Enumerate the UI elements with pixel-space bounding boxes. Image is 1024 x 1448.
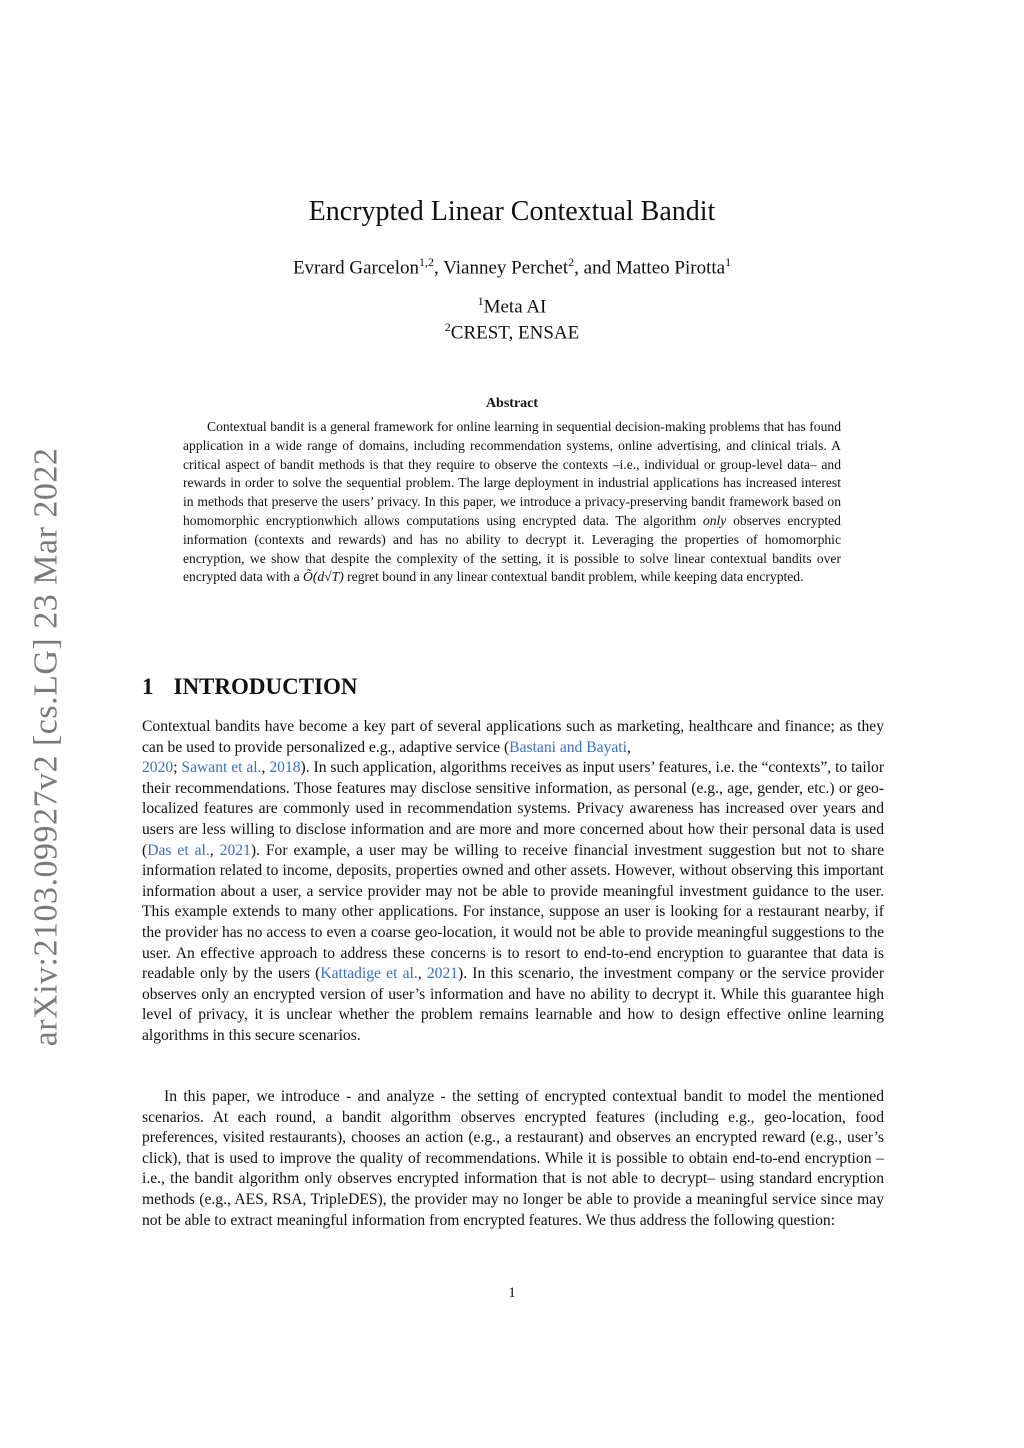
abstract-text: observes encrypted information (contexts and rewards) and has no ability to decrypt it. Leveraging the properties of homomorphic encryption, we show that despite the complexity of the setting, it is possible to solve linear contextual bandits over encrypted data with a xyxy=(183,512,841,585)
citation-link[interactable]: Sawant et al. xyxy=(181,759,262,777)
author-name: Matteo Pirotta xyxy=(615,257,726,279)
abstract-heading: Abstract xyxy=(485,396,539,411)
citation-link[interactable]: Kattadige et al. xyxy=(320,965,418,983)
author-affil-sup: 2 xyxy=(568,255,575,269)
author-list xyxy=(0,255,1024,279)
section-title: INTRODUCTION xyxy=(173,674,358,699)
regret-bound-math: Õ(d√T) xyxy=(303,569,344,585)
intro-paragraph-2: In this paper, we introduce - and analyze - the setting of encrypted contextual bandit to model the mentioned scenarios. At each round, a bandit algorithm observes encrypted features (including e.g., geo-location, food preferences, visited restaurants), chooses an action (e.g., a restaurant) and observes an encrypted reward (e.g., user’s click), that is used to improve the quality of recommendations. While it is possible to obtain end-to-end encryption –i.e., the bandit algorithm only observes encrypted information that is not able to decrypt– using standard encryption methods (e.g., AES, RSA, TripleDES), the provider may no longer be able to provide a meaningful service since may not be able to extract meaningful information from encrypted features. We thus address the following question: xyxy=(142,1088,884,1229)
paragraph-text: ; xyxy=(173,759,182,777)
author-name: Vianney Perchet xyxy=(443,257,569,279)
abstract-body xyxy=(183,418,841,587)
affiliation-line xyxy=(0,320,1024,344)
citation-year-link[interactable]: 2021 xyxy=(219,841,251,859)
arxiv-stamp-text: arXiv:2103.09927v2 [cs.LG] 23 Mar 2022 xyxy=(27,447,65,1047)
section-number: 1 xyxy=(142,674,154,699)
paper-title: Encrypted Linear Contextual Bandit xyxy=(308,196,716,227)
author-separator: , xyxy=(434,257,444,279)
affil-name: Meta AI xyxy=(483,296,547,318)
citation-year-link[interactable]: 2020 xyxy=(142,759,174,777)
paragraph-text: Contextual bandits have become a key part of several applications such as marketing, healthcare and finance; as they can be used to provide personalized e.g., adaptive service ( xyxy=(142,718,884,756)
paragraph-text: ). In such application, algorithms receives as input users’ features, i.e. the “contexts”, to tailor their recommendations. Those features may disclose sensitive information, as personal (e.g., age, gender, etc.) or geo-localized features are commonly used in recommendation systems. Privacy awareness has increased over years and users are less willing to disclose information and are more and more concerned about how their personal data is used ( xyxy=(142,759,885,859)
paragraph-text: ). In this scenario, the investment company or the service provider observes only an encrypted version of user’s information and have no ability to decrypt it. While this guarantee high level of privacy, it is unclear whether the problem remains learnable and how to design effective online learning algorithms in this secure scenarios. xyxy=(142,965,885,1044)
affil-sup: 1 xyxy=(477,294,484,308)
arxiv-stamp xyxy=(20,448,72,1046)
citation-link[interactable]: Das et al. xyxy=(147,841,210,859)
page-number: 1 xyxy=(508,1285,516,1301)
author-separator: , and xyxy=(574,257,616,279)
citation-year-link[interactable]: 2021 xyxy=(426,965,459,983)
paragraph-text: , xyxy=(417,965,427,983)
paragraph-text: , xyxy=(209,841,220,859)
paragraph-text: ). For example, a user may be willing to receive financial investment suggestion but not to share information related to income, deposits, properties owned and other assets. However, without observing this important information about a user, a service provider may not be able to provide meaningful investment guidance to the user. This example extends to many other applications. For instance, suppose an user is looking for a restaurant nearby, if the provider has no access to even a coarse geo-location, it would not be able to provide meaningful suggestions to the user. An effective approach to address these concerns is to resort to end-to-end encryption to guarantee that data is readable only by the users ( xyxy=(142,841,884,983)
author-affil-sup: 1,2 xyxy=(419,255,435,269)
abstract-text: regret bound in any linear contextual bandit problem, while keeping data encrypted. xyxy=(343,569,804,585)
paragraph-text: , xyxy=(261,759,270,777)
abstract-emphasis: only xyxy=(702,512,727,528)
affil-sup: 2 xyxy=(444,320,451,334)
abstract-text: Contextual bandit is a general framework for online learning in sequential decision-making problems that has found application in a wide range of domains, including recommendation systems, online advertising, and clinical trials. A critical aspect of bandit methods is that they require to observe the contexts –i.e., individual or group-level data– and rewards in order to solve the sequential problem. The large deployment in industrial applications has increased interest in methods that preserve the users’ privacy. In this paper, we introduce a privacy-preserving bandit framework based on homomorphic encryptionwhich allows computations using encrypted data. The algorithm xyxy=(183,419,841,528)
intro-paragraph-1 xyxy=(142,717,884,1047)
affiliation-line xyxy=(0,294,1024,318)
citation-link[interactable]: Bastani and Bayati xyxy=(509,738,627,756)
affil-name: CREST, ENSAE xyxy=(450,322,580,344)
section-heading xyxy=(142,674,358,700)
author-affil-sup: 1 xyxy=(725,255,732,269)
author-name: Evrard Garcelon xyxy=(292,257,420,279)
citation-year-link[interactable]: 2018 xyxy=(269,759,301,777)
paragraph-text: , xyxy=(626,738,631,756)
